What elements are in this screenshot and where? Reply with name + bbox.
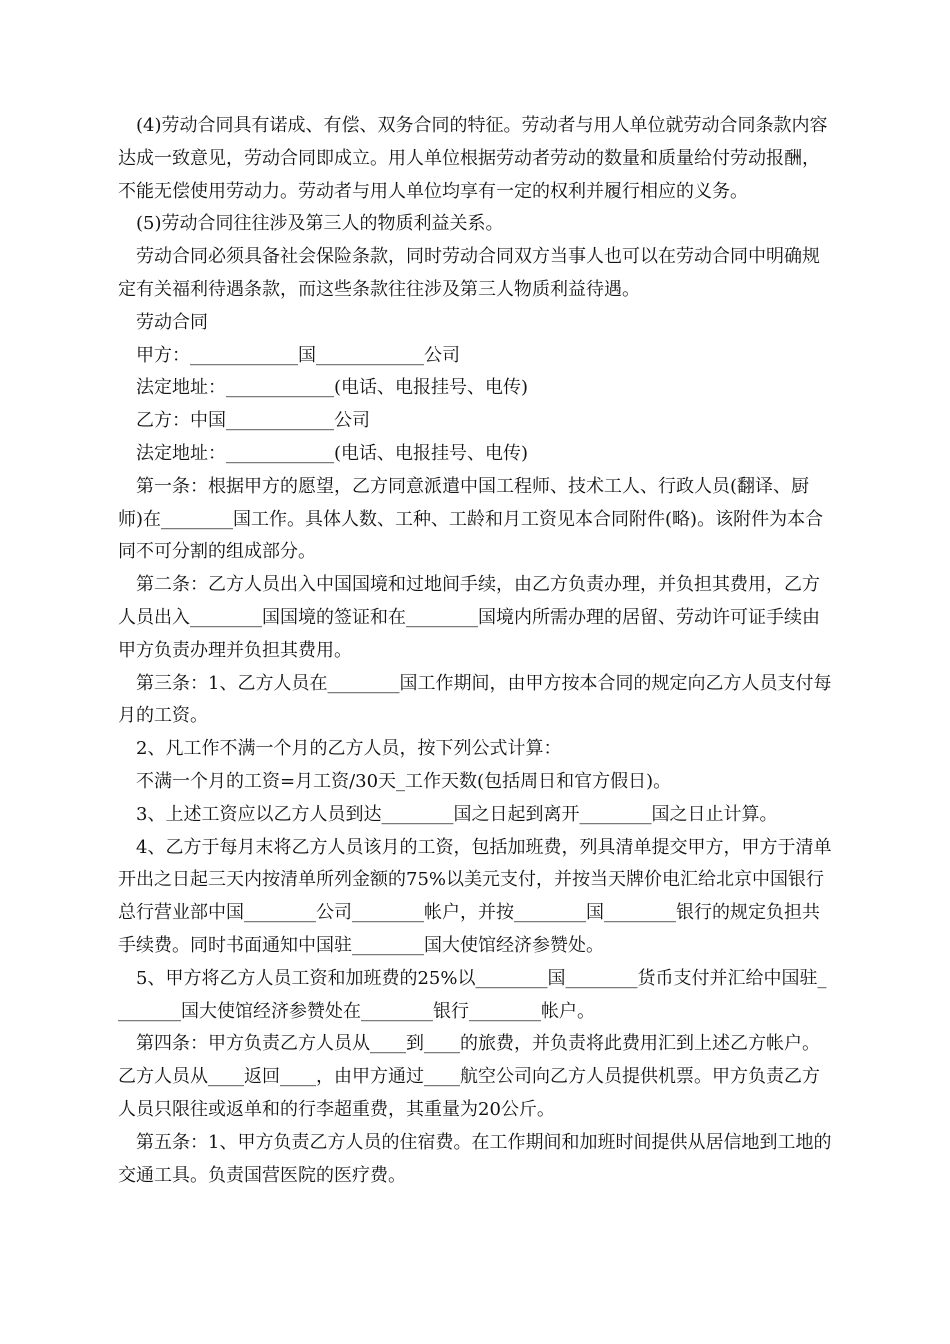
paragraph-feature-5: (5)劳动合同往往涉及第三人的物质利益关系。 [136, 213, 504, 235]
party-b-address-line: 法定地址：____________(电话、电报挂号、电传) [136, 442, 529, 464]
contract-title: 劳动合同 [136, 311, 208, 333]
article-3-item-1: 第三条：1、乙方人员在________国工作期间，由甲方按本合同的规定向乙方人员支付每月的工资。 [118, 672, 832, 727]
article-3-item-4: 4、乙方于每月末将乙方人员该月的工资，包括加班费，列具清单提交甲方，甲方于清单开出之日起三天内按清单所列金额的75%以美元支付，并按当天牌价电汇给北京中国银行总行营业部中国________公司________帐户，并按________国________银行的规定负担共手续费。同时书面通知中国驻________国大使馆经济参赞处。 [118, 836, 832, 956]
party-a-line: 甲方：____________国____________公司 [136, 344, 460, 366]
article-4: 第四条：甲方负责乙方人员从____到____的旅费，并负责将此费用汇到上述乙方帐户。乙方人员从____返回____，由甲方通过____航空公司向乙方人员提供机票。甲方负责乙方人员只限往或返单和的行李超重费，其重量为20公斤。 [118, 1033, 820, 1120]
article-2: 第二条：乙方人员出入中国国境和过地间手续，由乙方负责办理，并负担其费用，乙方人员出入________国国境的签证和在________国境内所需办理的居留、劳动许可证手续由甲方负责办理并负担其费用。 [118, 574, 820, 661]
salary-formula: 不满一个月的工资=月工资/30天_工作天数(包括周日和官方假日)。 [136, 770, 672, 792]
article-3-item-2: 2、凡工作不满一个月的乙方人员，按下列公式计算： [136, 738, 562, 760]
party-a-address-line: 法定地址：____________(电话、电报挂号、电传) [136, 377, 529, 399]
article-5-item-1: 第五条：1、甲方负责乙方人员的住宿费。在工作期间和加班时间提供从居信地到工地的交通工具。负责国营医院的医疗费。 [118, 1131, 832, 1186]
paragraph-feature-4: (4)劳动合同具有诺成、有偿、双务合同的特征。劳动者与用人单位就劳动合同条款内容达成一致意见，劳动合同即成立。用人单位根据劳动者劳动的数量和质量给付劳动报酬，不能无偿使用劳动力。劳动者与用人单位均享有一定的权利并履行相应的义务。 [118, 115, 828, 202]
document-body [118, 110, 834, 1192]
article-1: 第一条：根据甲方的愿望，乙方同意派遣中国工程师、技术工人、行政人员(翻译、厨师)在________国工作。具体人数、工种、工龄和月工资见本合同附件(略)。该附件为本合同不可分割的组成部分。 [118, 475, 824, 563]
article-3-item-5: 5、甲方将乙方人员工资和加班费的25%以________国________货币支付并汇给中国驻________国大使馆经济参赞处在________银行________帐户。 [118, 967, 827, 1022]
party-b-line: 乙方：中国____________公司 [136, 410, 370, 432]
article-3-item-3: 3、上述工资应以乙方人员到达________国之日起到离开________国之日止计算。 [136, 803, 778, 825]
paragraph-social-insurance: 劳动合同必须具备社会保险条款，同时劳动合同双方当事人也可以在劳动合同中明确规定有关福利待遇条款，而这些条款往往涉及第三人物质利益待遇。 [118, 246, 820, 300]
